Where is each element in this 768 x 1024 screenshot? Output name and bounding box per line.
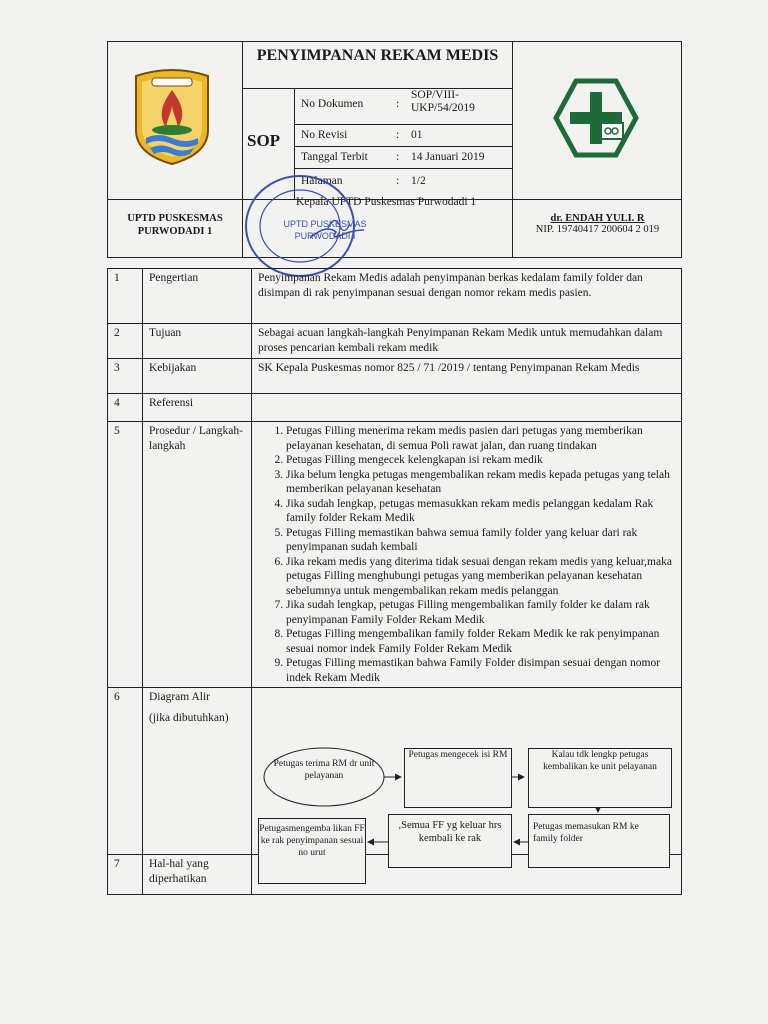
procedure-step: 2. Petugas Filling mengecek kelengkapan isi rekam medik: [286, 453, 675, 468]
unit-name: UPTD PUSKESMAS PURWODADI 1: [127, 213, 223, 237]
field-label-no-dokumen: No Dokumen: [301, 98, 364, 110]
procedure-step: 7. Jika sudah lengkap, petugas Filling mengembalikan family folder ke dalam rak penyimpanan Family Folder Rekam Medik: [286, 598, 675, 627]
section-text: SK Kepala Puskesmas nomor 825 / 71 /2019 / tentang Penyimpanan Rekam Medis: [252, 359, 682, 394]
document-title: PENYIMPANAN REKAM MEDIS: [256, 47, 499, 64]
section-number: 2: [108, 324, 143, 359]
section-name: Referensi: [143, 394, 252, 422]
procedure-step: 4. Jika sudah lengkap, petugas memasukkan rekam medis pelanggan kedalam Rak family folder Rekam Medik: [286, 497, 675, 526]
field-label-tanggal-terbit: Tanggal Terbit: [301, 151, 368, 163]
section-number: 7: [108, 855, 143, 895]
procedure-step: 5. Petugas Filling memastikan bahwa semua family folder yang keluar dari rak penyimpanan sudah kembali: [286, 526, 675, 555]
section-name: Prosedur / Langkah-langkah: [143, 422, 252, 688]
procedure-step: 6. Jika rekam medis yang diterima tidak sesuai dengan rekam medis yang keluar,maka petugas Filling menghubungi petugas yang memberikan pelayanan kesehatan sebelumnya untuk mengembalikan rekam medis pelanggan: [286, 555, 675, 599]
signature-caption: Kepala UPTD Puskesmas Purwodadi 1: [296, 196, 477, 208]
flow-step-store-ff: Petugasmengemba likan FF ke rak penyimpanan sesuai no urut: [258, 818, 366, 884]
field-value-no-revisi: 01: [411, 129, 423, 141]
field-label-no-revisi: No Revisi: [301, 129, 348, 141]
field-value-tanggal-terbit: 14 Januari 2019: [411, 151, 485, 163]
section-text: Sebagai acuan langkah-langkah Penyimpanan Rekam Medik untuk memudahkan dalam proses pencarian kembali rekam medik: [252, 324, 682, 359]
field-sep: :: [396, 151, 400, 163]
official-nip: NIP. 19740417 200604 2 019: [535, 224, 660, 235]
section-text: Penyimpanan Rekam Medis adalah penyimpanan berkas kedalam family folder dan disimpan di rak penyimpanan sesuai dengan nomor rekam medis pasien.: [252, 269, 682, 324]
procedure-step: 3. Jika belum lengka petugas mengembalikan rekam medis kepada petugas yang telah memberikan pelayanan kesehatan: [286, 468, 675, 497]
field-sep: :: [396, 129, 400, 141]
section-number: 4: [108, 394, 143, 422]
section-number: 1: [108, 269, 143, 324]
procedure-step: 1. Petugas Filling menerima rekam medis pasien dari petugas yang memberikan pelayanan kesehatan, di semua Poli rawat jalan, dan ruang tindakan: [286, 424, 675, 453]
flow-start: Petugas terima RM dr unit pelayanan: [273, 759, 375, 781]
field-value-halaman: 1/2: [411, 175, 426, 187]
stamp-inner-text: UPTD PUSKESMAS PURWODADI I: [283, 219, 367, 241]
field-label-halaman: Halaman: [301, 175, 343, 187]
section-number: 3: [108, 359, 143, 394]
procedure-step: 8. Petugas Filling mengembalikan family folder Rekam Medik ke rak penyimpanan sesuai nomor indek Family Folder Rekam Medik: [286, 627, 675, 656]
flow-step-all-ff-return: ,Semua FF yg keluar hrs kembali ke rak: [388, 814, 512, 868]
section-name: Hal-hal yang diperhatikan: [143, 855, 252, 895]
field-value-no-dokumen: SOP/VIII-UKP/54/2019: [411, 89, 475, 114]
sop-label: SOP: [247, 131, 281, 150]
section-name: Kebijakan: [143, 359, 252, 394]
flow-step-return-incomplete: Kalau tdk lengkp petugas kembalikan ke unit pelayanan: [528, 748, 672, 808]
section-name: Diagram Alir (jika dibutuhkan): [143, 688, 252, 855]
field-sep: :: [396, 175, 400, 187]
flow-step-insert-folder: Petugas memasukan RM ke family folder: [528, 814, 670, 868]
section-name: Pengertian: [143, 269, 252, 324]
section-name: Tujuan: [143, 324, 252, 359]
section-number: 6: [108, 688, 143, 855]
procedure-step: 9. Petugas Filling memastikan bahwa Family Folder disimpan sesuai dengan nomor indek Rekam Medik: [286, 656, 675, 685]
flow-step-check: Petugas mengecek isi RM: [404, 748, 512, 808]
field-sep: :: [396, 98, 400, 110]
section-number: 5: [108, 422, 143, 688]
official-name: dr. ENDAH YULI. R: [550, 213, 645, 224]
